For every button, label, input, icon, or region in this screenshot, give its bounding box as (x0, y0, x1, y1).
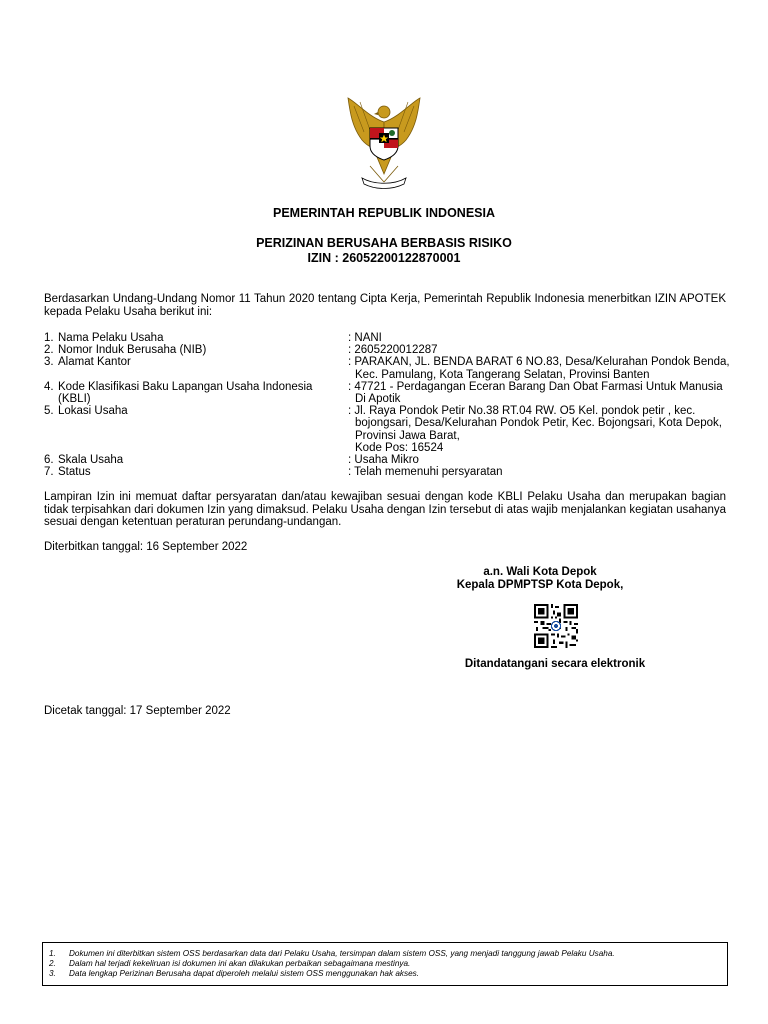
field-label: Nomor Induk Berusaha (NIB) (58, 344, 207, 357)
footnote-text: Data lengkap Perizinan Berusaha dapat diperoleh melalui sistem OSS menggunakan hak akses. (69, 969, 419, 978)
field-number: 4. (44, 380, 54, 393)
field-label: Kode Klasifikasi Baku Lapangan Usaha Indonesia (KBLI) (58, 380, 313, 406)
field-label: Skala Usaha (58, 454, 124, 467)
field-row-nama (44, 332, 734, 344)
electronic-signature-label: Ditandatangani secara elektronik (464, 658, 646, 670)
field-label: Status (58, 466, 91, 479)
signature-line-2: Kepala DPMPTSP Kota Depok, (456, 579, 624, 591)
footnote-number: 1. (49, 949, 56, 958)
document-title: PERIZINAN BERUSAHA BERBASIS RISIKO (256, 236, 512, 250)
field-row-alamat (44, 356, 734, 380)
field-row-lokasi (44, 405, 734, 454)
signature-line-1: a.n. Wali Kota Depok (483, 566, 597, 578)
footnotes-box (42, 942, 728, 986)
field-number: 7. (44, 466, 54, 479)
garuda-emblem-icon (334, 92, 434, 192)
qr-code-icon[interactable] (534, 604, 578, 648)
field-number: 2. (44, 344, 54, 357)
government-heading: PEMERINTAH REPUBLIK INDONESIA (272, 206, 495, 220)
field-value: : 47721 - Perdagangan Eceran Barang Dan Obat Farmasi Untuk Manusia Di Apotik (348, 380, 723, 406)
field-value: : Jl. Raya Pondok Petir No.38 RT.04 RW. O5 Kel. pondok petir , kec. bojongsari, Desa/Kelurahan Pondok Petir, Kec. Bojongsari, Kota Depok, Provinsi Jawa Barat, (348, 405, 722, 442)
field-label: Alamat Kantor (58, 356, 131, 369)
field-number: 6. (44, 454, 54, 467)
field-row-kbli (44, 381, 734, 405)
field-number: 3. (44, 356, 54, 369)
field-number: 1. (44, 332, 54, 344)
field-value: : PARAKAN, JL. BENDA BARAT 6 NO.83, Desa/Kelurahan Pondok Benda, Kec. Pamulang, Kota Tangerang Selatan, Provinsi Banten (348, 356, 730, 381)
footnote-item (49, 959, 721, 969)
footnote-number: 2. (49, 959, 56, 968)
fields-list (44, 332, 734, 478)
field-value: : 2605220012287 (348, 344, 438, 357)
field-row-nib (44, 344, 734, 356)
field-value: : Telah memenuhi persyaratan (348, 466, 503, 479)
issued-date: Diterbitkan tanggal: 16 September 2022 (44, 541, 248, 553)
field-label: Lokasi Usaha (58, 405, 128, 418)
footnote-item (49, 969, 721, 979)
field-label: Nama Pelaku Usaha (58, 332, 164, 344)
field-value: : Usaha Mikro (348, 454, 419, 467)
field-value: : NANI (348, 332, 382, 344)
footnote-number: 3. (49, 969, 56, 978)
footnote-text: Dalam hal terjadi kekeliruan isi dokumen ini akan dilakukan perbaikan sebagaimana mestinya. (69, 959, 411, 968)
field-row-status (44, 466, 734, 478)
field-number: 5. (44, 405, 54, 418)
printed-date: Dicetak tanggal: 17 September 2022 (44, 705, 231, 717)
izin-number: IZIN : 26052200122870001 (307, 251, 461, 265)
intro-paragraph: Berdasarkan Undang-Undang Nomor 11 Tahun 2020 tentang Cipta Kerja, Pemerintah Republik Indonesia menerbitkan IZIN APOTEK kepada Pelaku Usaha berikut ini: (44, 293, 726, 318)
footnote-text: Dokumen ini diterbitkan sistem OSS berdasarkan data dari Pelaku Usaha, tersimpan dalam sistem OSS, yang menjadi tanggung jawab Pelaku Usaha. (69, 949, 615, 958)
footnote-item (49, 949, 721, 959)
field-value-postcode: Kode Pos: 16524 (355, 441, 444, 454)
field-row-skala (44, 454, 734, 466)
lampiran-paragraph: Lampiran Izin ini memuat daftar persyaratan dan/atau kewajiban sesuai dengan kode KBLI Pelaku Usaha dan merupakan bagian tidak terpisahkan dari dokumen Izin yang dimaksud. Pelaku Usaha dengan Izin tersebut di atas wajib menjalankan kegiatan usahanya sesuai dengan ketentuan peraturan perundang-undangan. (44, 491, 726, 528)
